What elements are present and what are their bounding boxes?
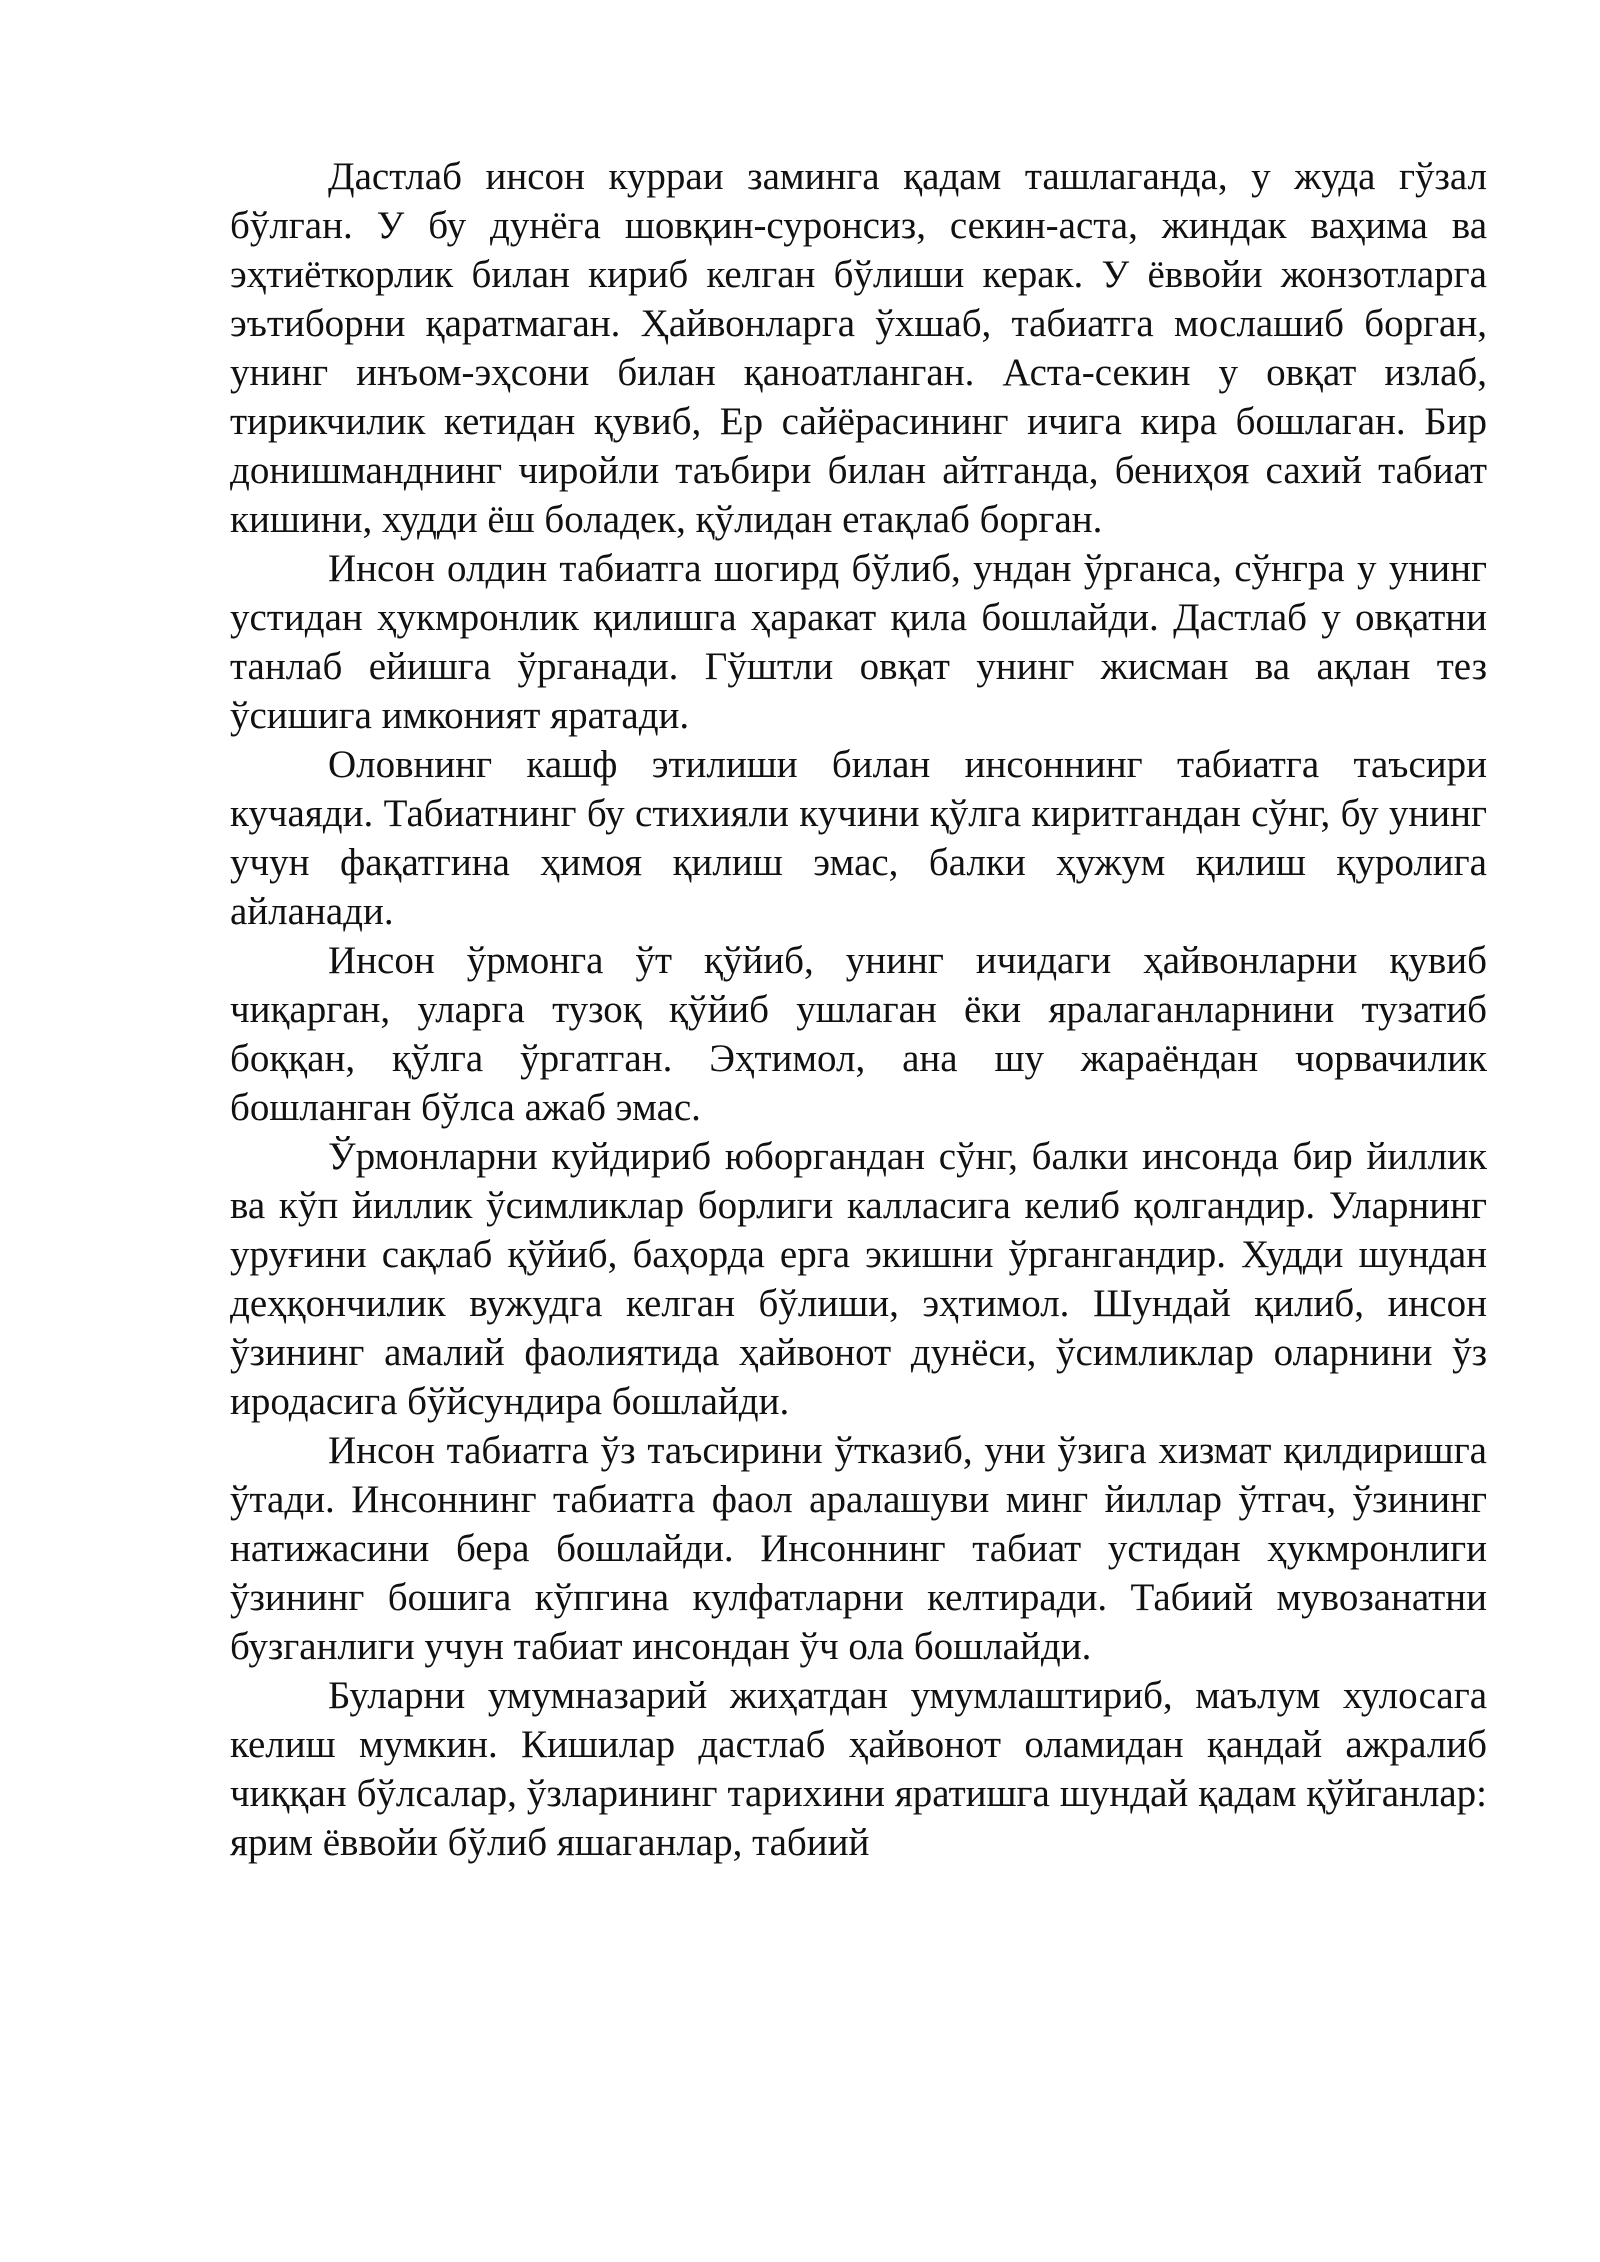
paragraph-7: Буларни умумназарий жиҳатдан умумлаштириб, маълум хулосага келиш мумкин. Кишилар дастлаб ҳайвонот оламидан қандай ажралиб чиққан бўлсалар, ўзларининг тарихини яратишга шундай қадам қўйганлар: ярим ёввойи бўлиб яшаганлар, табиий — [230, 1674, 1487, 1864]
paragraph-4: Инсон ўрмонга ўт қўйиб, унинг ичидаги ҳайвонларни қувиб чиқарган, уларга тузоқ қўйиб ушлаган ёки яралаганларнини тузатиб боққан, қўлга ўргатган. Эҳтимол, ана шу жараёндан чорвачилик бошланган бўлса ажаб эмас. — [230, 939, 1487, 1129]
paragraph-6: Инсон табиатга ўз таъсирини ўтказиб, уни ўзига хизмат қилдиришга ўтади. Инсоннинг табиатга фаол аралашуви минг йиллар ўтгач, ўзининг натижасини бера бошлайди. Инсоннинг табиат устидан ҳукмронлиги ўзининг бошига кўпгина кулфатларни келтиради. Табиий мувозанатни бузганлиги учун табиат инсондан ўч ола бошлайди. — [230, 1429, 1487, 1668]
paragraph-2: Инсон олдин табиатга шогирд бўлиб, ундан ўрганса, сўнгра у унинг устидан ҳукмронлик қилишга ҳаракат қила бошлайди. Дастлаб у овқатни танлаб ейишга ўрганади. Гўштли овқат унинг жисман ва ақлан тез ўсишига имконият яратади. — [230, 547, 1487, 737]
paragraph-3: Оловнинг кашф этилиши билан инсоннинг табиатга таъсири кучаяди. Табиатнинг бу стихияли кучини қўлга киритгандан сўнг, бу унинг учун фақатгина ҳимоя қилиш эмас, балки ҳужум қилиш қуролига айланади. — [230, 743, 1487, 933]
paragraph-1: Дастлаб инсон курраи заминга қадам ташлаганда, у жуда гўзал бўлган. У бу дунёга шовқин-суронсиз, секин-аста, жиндак ваҳима ва эҳтиёткорлик билан кириб келган бўлиши керак. У ёввойи жонзотларга эътиборни қаратмаган. Ҳайвонларга ўхшаб, табиатга мослашиб борган, унинг инъом-эҳсони билан қаноатланган. Аста-секин у овқат излаб, тирикчилик кетидан қувиб, Ер сайёрасининг ичига кира бошлаган. Бир донишманднинг чиройли таъбири билан айтганда, бениҳоя сахий табиат кишини, худди ёш боладек, қўлидан етақлаб борган. — [230, 155, 1487, 541]
document-body — [230, 152, 1487, 1867]
paragraph-5: Ўрмонларни куйдириб юборгандан сўнг, балки инсонда бир йиллик ва кўп йиллик ўсимликлар борлиги калласига келиб қолгандир. Уларнинг уруғини сақлаб қўйиб, баҳорда ерга экишни ўргангандир. Худди шундан деҳқончилик вужудга келган бўлиши, эҳтимол. Шундай қилиб, инсон ўзининг амалий фаолиятида ҳайвонот дунёси, ўсимликлар оларнини ўз иродасига бўйсундира бошлайди. — [230, 1135, 1487, 1423]
